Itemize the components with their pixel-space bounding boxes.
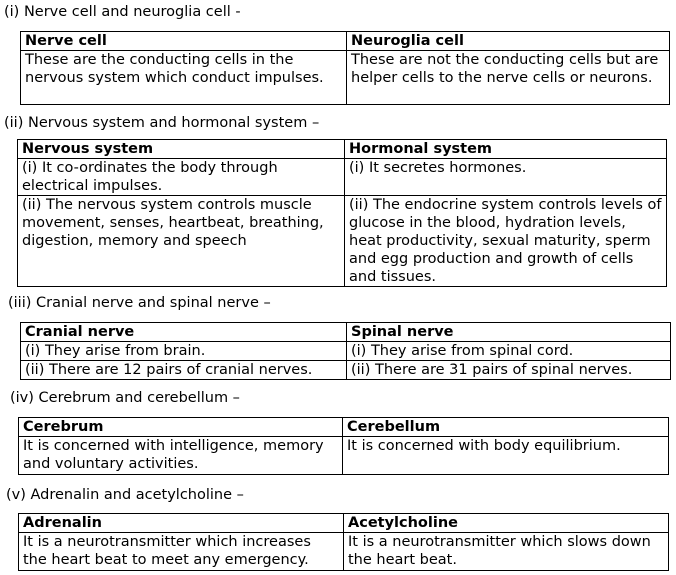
header-acetylcholine: Acetylcholine <box>344 514 669 533</box>
table-row <box>18 159 667 196</box>
cell-cerebrum-desc: It is concerned with intelligence, memory and voluntary activities. <box>19 437 343 475</box>
header-hormonal-system: Hormonal system <box>345 140 667 159</box>
table-header-row <box>19 514 669 533</box>
table-row <box>21 361 671 380</box>
table-nervous-hormonal <box>17 139 667 287</box>
table-row <box>19 533 669 571</box>
section-heading-cerebrum-cerebellum: (iv) Cerebrum and cerebellum – <box>10 390 240 406</box>
table-header-row <box>21 323 671 342</box>
header-adrenalin: Adrenalin <box>19 514 344 533</box>
table-cerebrum-cerebellum <box>18 417 669 475</box>
section-heading-nerve-neuroglia: (i) Nerve cell and neuroglia cell - <box>4 4 241 20</box>
table-nerve-neuroglia <box>20 31 670 105</box>
cell-nervous-1: (i) It co-ordinates the body through electrical impulses. <box>18 159 345 196</box>
table-row <box>19 437 669 475</box>
header-cerebellum: Cerebellum <box>343 418 669 437</box>
cell-cranial-1: (i) They arise from brain. <box>21 342 347 361</box>
cell-acetylcholine-desc: It is a neurotransmitter which slows down the heart beat. <box>344 533 669 571</box>
table-row <box>18 196 667 287</box>
cell-nervous-2: (ii) The nervous system controls muscle movement, senses, heartbeat, breathing, digestion, memory and speech <box>18 196 345 287</box>
cell-neuroglia-cell-desc: These are not the conducting cells but are helper cells to the nerve cells or neurons. <box>347 51 670 105</box>
cell-spinal-2: (ii) There are 31 pairs of spinal nerves. <box>347 361 671 380</box>
cell-nerve-cell-desc: These are the conducting cells in the nervous system which conduct impulses. <box>21 51 347 105</box>
table-header-row <box>21 32 670 51</box>
table-header-row <box>18 140 667 159</box>
cell-adrenalin-desc: It is a neurotransmitter which increases the heart beat to meet any emergency. <box>19 533 344 571</box>
header-nervous-system: Nervous system <box>18 140 345 159</box>
cell-spinal-1: (i) They arise from spinal cord. <box>347 342 671 361</box>
cell-hormonal-1: (i) It secretes hormones. <box>345 159 667 196</box>
cell-cranial-2: (ii) There are 12 pairs of cranial nerves. <box>21 361 347 380</box>
table-row <box>21 51 670 105</box>
table-cranial-spinal <box>20 322 671 380</box>
section-heading-nervous-hormonal: (ii) Nervous system and hormonal system – <box>4 115 320 131</box>
cell-hormonal-2: (ii) The endocrine system controls levels of glucose in the blood, hydration levels, heat productivity, sexual maturity, sperm and egg production and growth of cells and tissues. <box>345 196 667 287</box>
header-neuroglia-cell: Neuroglia cell <box>347 32 670 51</box>
header-cerebrum: Cerebrum <box>19 418 343 437</box>
header-nerve-cell: Nerve cell <box>21 32 347 51</box>
header-cranial-nerve: Cranial nerve <box>21 323 347 342</box>
section-heading-adrenalin-acetylcholine: (v) Adrenalin and acetylcholine – <box>6 487 244 503</box>
header-spinal-nerve: Spinal nerve <box>347 323 671 342</box>
cell-cerebellum-desc: It is concerned with body equilibrium. <box>343 437 669 475</box>
table-adrenalin-acetylcholine <box>18 513 669 571</box>
section-heading-cranial-spinal: (iii) Cranial nerve and spinal nerve – <box>8 295 271 311</box>
table-header-row <box>19 418 669 437</box>
table-row <box>21 342 671 361</box>
